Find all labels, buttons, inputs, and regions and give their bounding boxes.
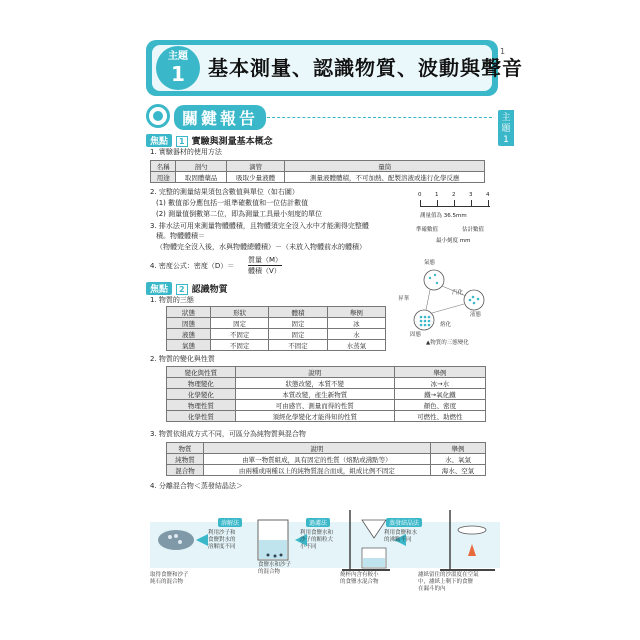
page-number: 1 (500, 47, 506, 56)
table-cell: 純物質 (167, 454, 204, 465)
focus-title: 認識物質 (191, 285, 228, 295)
table-cell: 狀態改變，本質不變 (235, 378, 394, 389)
phase-caption: ▲物質的三態變化 (426, 340, 469, 346)
table-header: 名稱 (151, 161, 176, 172)
table-header: 舉例 (394, 367, 485, 378)
step-desc: 利用食鹽和水 (384, 530, 418, 536)
caption-filter: 的食鹽水混合物 (340, 579, 379, 585)
table-header: 形狀 (211, 307, 269, 318)
table-cell: 由單一物質組成，具有固定的性質（熔點或沸點等） (203, 454, 430, 465)
ruler-label: 4 (486, 192, 490, 198)
change-table (166, 366, 486, 422)
table-header: 剖勺 (176, 161, 226, 172)
table-cell: 不固定 (211, 329, 269, 340)
phase-label-sub: 昇華 (398, 296, 410, 302)
table-header: 舉例 (430, 443, 485, 454)
table-header: 舉例 (327, 307, 385, 318)
focus-1-item-2a: (1) 數值部分應包括一組準確數值和一位估計數值 (156, 199, 309, 207)
ruler-label: 0 (418, 192, 422, 198)
mixture-pile (158, 530, 194, 550)
step-desc: 食鹽對水的 (208, 537, 236, 543)
step-desc: 的沸點不同 (384, 537, 412, 543)
table-header: 說明 (203, 443, 430, 454)
equipment-table (150, 160, 485, 183)
divider (262, 117, 492, 119)
phase-label-gas: 氣態 (424, 260, 436, 266)
table-header: 說明 (235, 367, 394, 378)
focus-1-item-3c: （物體完全沒入後，水與物體總體積）－（未放入物體前水的體積） (156, 243, 366, 251)
step-label: 過濾法 (306, 518, 330, 527)
table-cell: 不固定 (269, 340, 327, 351)
step-desc: 利用沙子和 (208, 530, 236, 536)
step-desc: 溶解度不同 (208, 544, 236, 550)
step-label: 蒸發結晶法 (386, 518, 422, 527)
table-cell: 混合物 (167, 465, 204, 476)
ruler-min-label: 最小刻度 mm (436, 238, 471, 244)
side-tab-label: 主題 (501, 113, 511, 134)
focus-number: 2 (176, 284, 188, 295)
table-cell: 液態 (167, 329, 211, 340)
states-table (166, 306, 386, 351)
caption-water: 的混合物 (258, 569, 281, 575)
table-header: 物質 (167, 443, 204, 454)
focus-2-item-1: 1. 物質的三態 (150, 296, 194, 304)
caption-evap: 在漏斗的內 (418, 586, 446, 592)
focus-title: 實驗與測量基本概念 (191, 137, 273, 147)
table-cell: 固態 (167, 318, 211, 329)
table-cell: 水、氧氣 (430, 454, 485, 465)
focus-number: 1 (176, 136, 188, 147)
ruler-label: 2 (452, 192, 456, 198)
gas-circle (424, 270, 444, 290)
pure-mixture-table (166, 442, 486, 476)
focus-1-item-2b: (2) 測量值倒數第二位，即為測量工具最小刻度的單位 (156, 210, 323, 218)
focus-1-header (146, 134, 273, 147)
focus-2-header (146, 282, 228, 295)
theme-badge-number: 1 (171, 62, 185, 86)
table-cell: 用途 (151, 172, 176, 183)
table-cell: 吸取少量液體 (226, 172, 285, 183)
diagram-band (150, 522, 500, 568)
caption-evap: 濾紙留住的沙溫度在空氣 (418, 572, 479, 578)
step-label: 溶解法 (218, 518, 242, 527)
ruler-diagram (420, 200, 490, 207)
table-cell: 須經化學變化才能得知的性質 (235, 411, 394, 422)
focus-1-item-2: 2. 完整的測量結果須包含數值與單位（如右圖） (150, 188, 299, 196)
ruler-reading: 測量值為 36.5mm (420, 213, 467, 219)
density-numerator: 質量（M） (248, 256, 283, 264)
table-cell: 取固體藥品 (176, 172, 226, 183)
table-cell: 固定 (269, 318, 327, 329)
caption-mix: 純石的混合物 (150, 579, 184, 585)
table-header: 滴管 (226, 161, 285, 172)
table-cell: 化學變化 (167, 389, 236, 400)
density-denominator: 體積（V） (248, 267, 281, 275)
ruler-label: 1 (435, 192, 439, 198)
phase-label-vap: 汽化 (452, 290, 464, 296)
focus-1-item-3a: 3. 排水法可用來測量物體體積，且物體須完全沒入水中才能測得完整體 (150, 222, 369, 230)
table-cell: 可燃性、助燃性 (394, 411, 485, 422)
table-cell: 本質改變，產生新物質 (235, 389, 394, 400)
table-header: 體積 (269, 307, 327, 318)
step-desc: 利用食鹽水和 (300, 530, 334, 536)
step-desc: 小不同 (300, 544, 317, 550)
caption-evap: 中，濾紙上剩下的食鹽 (418, 579, 474, 585)
phase-label-solid: 固態 (410, 332, 422, 338)
table-cell: 氣態 (167, 340, 211, 351)
ruler-estimate-label: 估計數值 (462, 227, 485, 233)
table-cell: 不固定 (211, 340, 269, 351)
table-cell: 由兩種或兩種以上的純物質混合而成，組成比例不固定 (203, 465, 430, 476)
table-cell: 測量液體體積，不可加熱、配製溶液或進行化學反應 (285, 172, 485, 183)
table-cell: 物理性質 (167, 400, 236, 411)
page-title: 基本測量、認識物質、波動與聲音 (208, 56, 523, 80)
key-report-title: 關鍵報告 (174, 105, 266, 130)
theme-badge (156, 46, 200, 90)
table-cell: 水蒸氣 (327, 340, 385, 351)
table-cell: 化學性質 (167, 411, 236, 422)
table-cell: 海水、空氣 (430, 465, 485, 476)
side-tab-number: 1 (503, 135, 509, 145)
phase-label-melt: 熔化 (440, 322, 452, 328)
table-cell: 可由感官、測量而得的性質 (235, 400, 394, 411)
table-cell: 顏色、密度 (394, 400, 485, 411)
table-cell: 水 (327, 329, 385, 340)
focus-2-item-4: 4. 分離混合物＜蒸發結晶法＞ (150, 482, 243, 490)
focus-1-item-3b: 積。物體體積＝ (156, 232, 205, 240)
side-tab (498, 110, 514, 146)
solid-circle (414, 310, 434, 330)
density-formula: 4. 密度公式：密度（D）＝ (150, 262, 235, 270)
target-icon (146, 104, 170, 128)
focus-2-item-3: 3. 物質依組成方式不同，可區分為純物質與混合物 (150, 430, 306, 438)
table-header: 狀態 (167, 307, 211, 318)
focus-tag: 焦點 (146, 282, 172, 295)
caption-filter: 燒杯內含有較小 (340, 572, 379, 578)
table-cell: 物理變化 (167, 378, 236, 389)
evap-dish (458, 526, 486, 534)
table-header: 量筒 (285, 161, 485, 172)
phase-label-liquid: 液態 (470, 312, 482, 318)
liquid-circle (464, 290, 484, 310)
focus-1-item-1: 1. 實驗器材的使用方法 (150, 148, 222, 156)
ruler-accurate-label: 準確數值 (416, 227, 439, 233)
caption-water: 食鹽水和沙子 (258, 562, 292, 568)
focus-tag: 焦點 (146, 134, 172, 147)
table-header: 變化與性質 (167, 367, 236, 378)
table-cell: 固定 (211, 318, 269, 329)
ruler-label: 3 (469, 192, 473, 198)
focus-2-item-2: 2. 物質的變化與性質 (150, 355, 215, 363)
caption-mix: 取得食鹽和沙子 (150, 572, 189, 578)
table-cell: 冰 (327, 318, 385, 329)
table-cell: 固定 (269, 329, 327, 340)
table-cell: 鐵→氧化鐵 (394, 389, 485, 400)
theme-badge-label: 主題 (168, 51, 188, 62)
step-desc: 沙子的顆粒大 (300, 537, 334, 543)
table-cell: 冰→水 (394, 378, 485, 389)
